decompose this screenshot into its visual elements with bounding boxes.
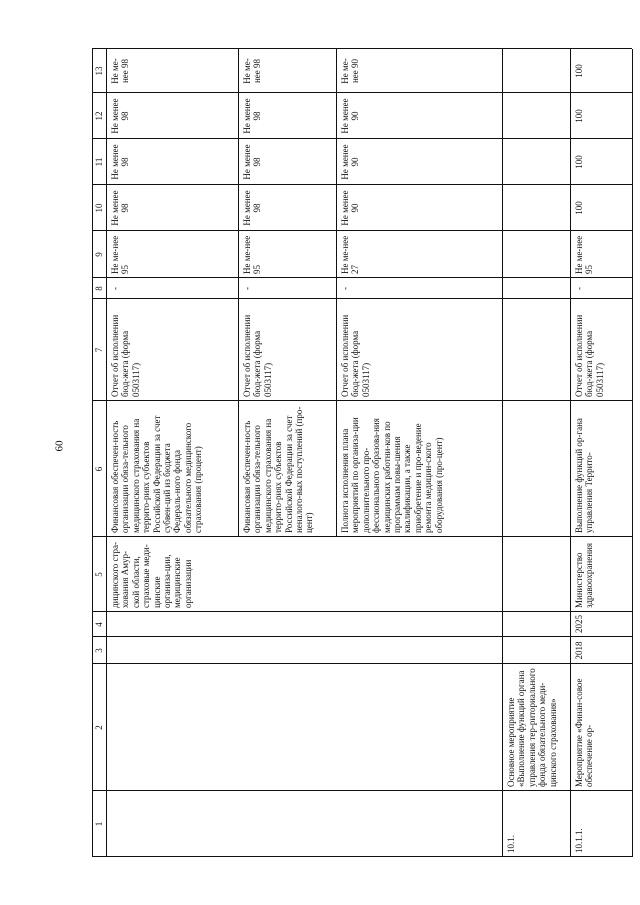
header-col-4: 4 (94, 622, 104, 627)
header-col-7: 7 (94, 347, 104, 353)
table-cell-row3-col9: Не ме-нее 27 (340, 235, 361, 274)
table-cell-row5-col6: Выполнение функций ор-гана управления Террито- (574, 418, 595, 533)
header-col-6: 6 (94, 466, 104, 472)
table-cell-row5-col12: 100 (574, 109, 584, 123)
table-cell-row1-col11: Не менее 98 (110, 144, 131, 180)
table-cell-row4-col1: 10.1. (506, 835, 516, 853)
table-cell-row3-col8: - (340, 287, 350, 290)
table-cell-row3-col10: Не менее 90 (340, 190, 361, 226)
table-cell-row3-col6: Полнота исполнения плана мероприятий по организа-ции дополнительного про-фессионального образова-ния медицинских работни-ков по программам повы-шения квалификации, а также приобретение и про-ведение ремонта медицин-ского оборудования (про-цент) (340, 417, 444, 533)
table-cell-row2-col8: - (242, 287, 252, 290)
table-cell-row2-col6: Финансовая обеспечен-ность организации обяза-тельного медицинского страхования на террито-риях субъектов Российской Федерации за счет неналого-вых поступлений (про-цент) (242, 406, 315, 533)
table-cell-row3-col11: Не менее 90 (340, 144, 361, 180)
table-cell-row1-col5: дицинского стра-хования Амур-ской области, страховые меди-цинские организа-ции, медицинские организации (110, 541, 193, 608)
table-cell-row5-col3: 2018 (574, 641, 584, 660)
header-col-3: 3 (94, 648, 104, 653)
table-cell-row5-col9: Не ме-нее 95 (574, 235, 595, 274)
header-col-10: 10 (94, 203, 104, 213)
header-col-2: 2 (94, 725, 104, 730)
table (92, 49, 632, 857)
table-cell-row1-col12: Не менее 98 (110, 98, 131, 134)
table-cell-row3-col13: Не ме-нее 90 (340, 58, 361, 84)
table-cell-row5-col5: Министерство здравоохранения (574, 542, 595, 608)
page-number: 60 (53, 440, 66, 452)
table-cell-row2-col7: Отчет об исполнении бюд-жета (форма 0503117) (242, 314, 273, 397)
table-cell-row2-col11: Не менее 98 (242, 144, 263, 180)
header-col-9: 9 (94, 252, 104, 257)
table-cell-row5-col7: Отчет об исполнении бюд-жета (форма 0503117) (574, 314, 605, 397)
table-cell-row5-col10: 100 (574, 201, 584, 215)
table-cell-row1-col10: Не менее 98 (110, 190, 131, 226)
table-cell-row3-col7: Отчет об исполнении бюд-жета (форма 0503117) (340, 314, 371, 397)
table-cell-row1-col8: - (110, 287, 120, 290)
table-cell-row2-col12: Не менее 98 (242, 98, 263, 134)
table-cell-row5-col1: 10.1.1. (574, 828, 584, 853)
header-col-5: 5 (94, 572, 104, 577)
table-cell-row2-col9: Не ме-нее 95 (242, 235, 263, 274)
table-cell-row5-col4: 2025 (574, 615, 584, 633)
table-cell-row5-col2: Мероприятие «Финан-совое обеспечение ор- (574, 678, 595, 787)
table-cell-row1-col13: Не ме-нее 98 (110, 58, 131, 84)
table-cell-row4-col2: Основное мероприятие «Выполнение функций органа управления тер-риториального фонда обязательного меди-цинского страхования» (506, 668, 558, 787)
header-col-1: 1 (94, 821, 104, 827)
header-col-13: 13 (94, 66, 104, 76)
table-cell-row1-col6: Финансовая обеспечен-ность организации обяза-тельного медицинского страхования на террито-риях субъектов Российской Федерации за счет субвен-ций из бюджета Федераль-ного фонда обязательного медицинского страхования (процент) (110, 415, 204, 533)
table-cell-row5-col11: 100 (574, 155, 584, 169)
table-cell-row1-col9: Не ме-нее 95 (110, 235, 131, 274)
table-cell-row3-col12: Не менее 90 (340, 98, 361, 134)
table-cell-row1-col7: Отчет об исполнении бюд-жета (форма 0503117) (110, 314, 141, 397)
table-cell-row5-col8: - (574, 287, 584, 290)
table-cell-row2-col13: Не ме-нее 98 (242, 58, 263, 84)
header-col-8: 8 (94, 286, 104, 291)
header-col-11: 11 (94, 157, 104, 167)
table-cell-row5-col13: 100 (574, 64, 584, 78)
table-cell-row2-col10: Не менее 98 (242, 190, 263, 226)
header-col-12: 12 (94, 111, 104, 121)
